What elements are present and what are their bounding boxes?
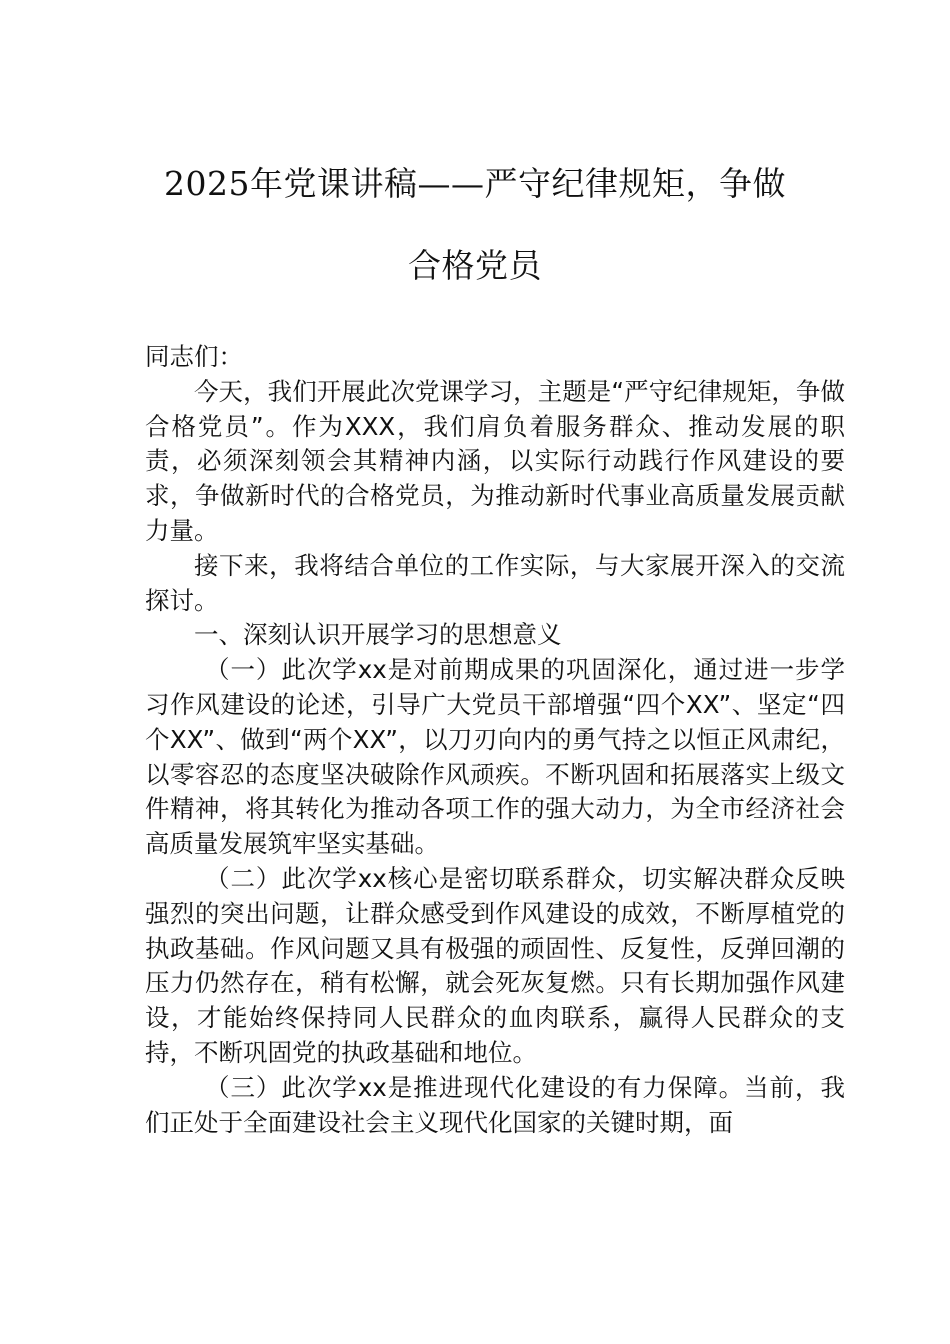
paragraph-point-3: （三）此次学xx是推进现代化建设的有力保障。当前，我们正处于全面建设社会主义现代化国家的关键时期，面 — [145, 1072, 845, 1137]
document-title-line-2: 合格党员 — [408, 246, 542, 285]
section-heading-1: 一、深刻认识开展学习的思想意义 — [194, 620, 562, 650]
paragraph-intro: 今天，我们开展此次党课学习，主题是“严守纪律规矩，争做合格党员”。作为XXX，我们肩负着服务群众、推动发展的职责，必须深刻领会其精神内涵，以实际行动践行作风建设的要求，争做新时代的合格党员，为推动新时代事业高质量发展贡献力量。 — [145, 376, 845, 545]
paragraph-point-2: （二）此次学xx核心是密切联系群众，切实解决群众反映强烈的突出问题，让群众感受到作风建设的成效，不断厚植党的执政基础。作风问题又具有极强的顽固性、反复性，反弹回潮的压力仍然存在，稍有松懈，就会死灰复燃。只有长期加强作风建设，才能始终保持同人民群众的血肉联系，赢得人民群众的支持，不断巩固党的执政基础和地位。 — [145, 863, 845, 1067]
salutation: 同志们： — [145, 342, 243, 371]
paragraph-point-1: （一）此次学xx是对前期成果的巩固深化，通过进一步学习作风建设的论述，引导广大党员干部增强“四个XX”、坚定“四个XX”、做到“两个XX”，以刀刃向内的勇气持之以恒正风肃纪，以零容忍的态度坚决破除作风顽疾。不断巩固和拓展落实上级文件精神，将其转化为推动各项工作的强大动力，为全市经济社会高质量发展筑牢坚实基础。 — [145, 655, 845, 859]
paragraph-transition: 接下来，我将结合单位的工作实际，与大家展开深入的交流探讨。 — [145, 550, 845, 615]
document-title-line-1: 2025年党课讲稿——严守纪律规矩，争做 — [164, 164, 786, 203]
document-body — [145, 340, 845, 1140]
